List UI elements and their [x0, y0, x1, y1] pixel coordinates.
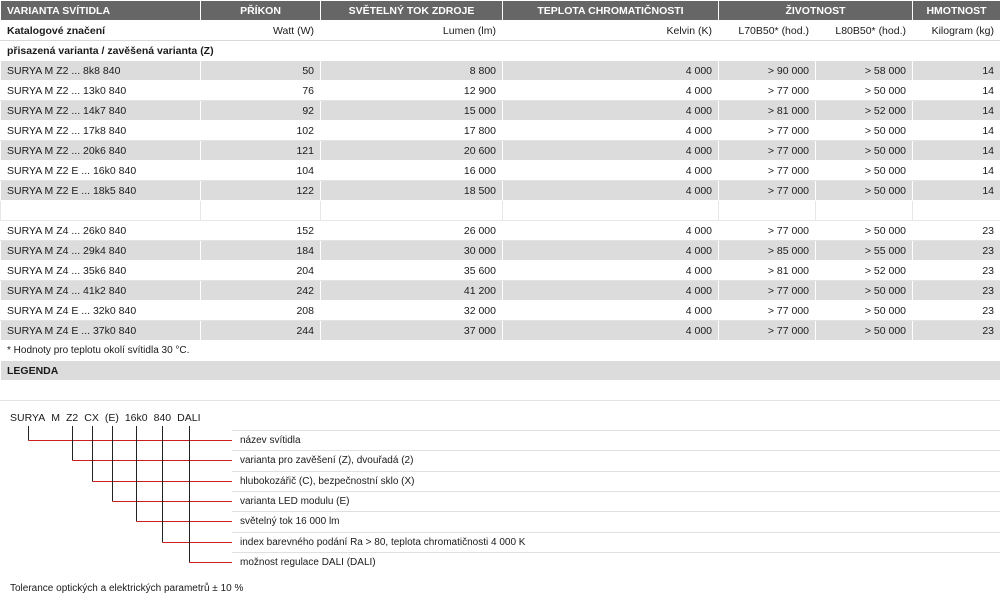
cell-name: SURYA M Z2 ... 20k6 840	[1, 141, 201, 161]
cell-weight: 14	[913, 161, 1000, 181]
table-row	[1, 81, 1000, 101]
table-row	[1, 141, 1000, 161]
cell-l80: > 55 000	[816, 241, 913, 261]
table-row	[1, 161, 1000, 181]
units-weight: Kilogram (kg)	[913, 21, 1000, 41]
cell-l80: > 50 000	[816, 281, 913, 301]
cell-cct: 4 000	[503, 261, 719, 281]
cell-l70: > 77 000	[719, 301, 816, 321]
cell-flux: 26 000	[321, 221, 503, 241]
legend-item	[232, 491, 1000, 511]
cell-flux: 15 000	[321, 101, 503, 121]
legend-item-label: možnost regulace DALI (DALI)	[240, 556, 376, 568]
legend-item-label: hlubokozářič (C), bezpečnostní sklo (X)	[240, 475, 415, 487]
cell-l80: > 50 000	[816, 301, 913, 321]
cell-cct: 4 000	[503, 81, 719, 101]
cell-flux: 37 000	[321, 321, 503, 341]
cell-flux: 30 000	[321, 241, 503, 261]
cell-l70: > 77 000	[719, 181, 816, 201]
units-l70: L70B50* (hod.)	[719, 21, 816, 41]
legend-item-label: varianta LED modulu (E)	[240, 495, 350, 507]
legend-code-part: (E)	[104, 412, 119, 424]
legend-title: LEGENDA	[1, 361, 1000, 381]
cell-cct: 4 000	[503, 101, 719, 121]
subtitle: přisazená varianta / zavěšená varianta (Z)	[1, 41, 503, 61]
legend-item-label: varianta pro zavěšení (Z), dvouřadá (2)	[240, 455, 414, 467]
cell-weight: 14	[913, 181, 1000, 201]
cell-l80: > 50 000	[816, 221, 913, 241]
cell-flux: 17 800	[321, 121, 503, 141]
cell-name: SURYA M Z4 ... 41k2 840	[1, 281, 201, 301]
cell-cct: 4 000	[503, 161, 719, 181]
cell-name: SURYA M Z2 ... 13k0 840	[1, 81, 201, 101]
cell-power: 121	[201, 141, 321, 161]
table-row	[1, 221, 1000, 241]
cell-l80: > 52 000	[816, 101, 913, 121]
cell-weight: 14	[913, 141, 1000, 161]
cell-l80: > 50 000	[816, 321, 913, 341]
legend-item-label: index barevného podání Ra > 80, teplota chromatičnosti 4 000 K	[240, 536, 526, 548]
cell-name: SURYA M Z4 ... 35k6 840	[1, 261, 201, 281]
legend-item	[232, 532, 1000, 552]
cell-l70: > 77 000	[719, 121, 816, 141]
cell-flux: 12 900	[321, 81, 503, 101]
tolerance-note: Tolerance optických a elektrických parametrů ± 10 %	[10, 583, 244, 594]
cell-power: 76	[201, 81, 321, 101]
cell-weight: 23	[913, 321, 1000, 341]
cell-power: 208	[201, 301, 321, 321]
cell-name: SURYA M Z4 E ... 37k0 840	[1, 321, 201, 341]
cell-weight: 14	[913, 101, 1000, 121]
cell-weight: 14	[913, 81, 1000, 101]
cell-l80: > 58 000	[816, 61, 913, 81]
cell-name: SURYA M Z2 ... 17k8 840	[1, 121, 201, 141]
legend-item-label: světelný tok 16 000 lm	[240, 516, 340, 528]
units-power: Watt (W)	[201, 21, 321, 41]
units-flux: Lumen (lm)	[321, 21, 503, 41]
footnote-row	[1, 341, 1000, 361]
legend-item	[232, 471, 1000, 491]
table-row	[1, 101, 1000, 121]
cell-name: SURYA M Z2 ... 8k8 840	[1, 61, 201, 81]
table-row	[1, 181, 1000, 201]
table-row	[1, 241, 1000, 261]
legend-code-part: SURYA	[10, 412, 46, 424]
cell-name: SURYA M Z4 ... 29k4 840	[1, 241, 201, 261]
header-variant: VARIANTA SVÍTIDLA	[1, 1, 201, 21]
cell-cct: 4 000	[503, 241, 719, 261]
cell-power: 122	[201, 181, 321, 201]
legend-code-part: M	[51, 412, 60, 424]
legend-code-part: 840	[153, 412, 172, 424]
blank-row	[1, 381, 1000, 401]
legend-code-part: DALI	[177, 412, 201, 424]
table-row	[1, 121, 1000, 141]
legend-code-part: CX	[84, 412, 99, 424]
cell-cct: 4 000	[503, 221, 719, 241]
table-row	[1, 61, 1000, 81]
legend	[0, 408, 1000, 573]
cell-l70: > 90 000	[719, 61, 816, 81]
cell-weight: 14	[913, 61, 1000, 81]
cell-flux: 16 000	[321, 161, 503, 181]
units-l80: L80B50* (hod.)	[816, 21, 913, 41]
cell-power: 244	[201, 321, 321, 341]
header-row	[1, 1, 1000, 21]
cell-weight: 14	[913, 121, 1000, 141]
cell-name: SURYA M Z2 E ... 18k5 840	[1, 181, 201, 201]
header-power: PŘÍKON	[201, 1, 321, 21]
legend-item	[232, 450, 1000, 470]
legend-item-label: název svítidla	[240, 435, 301, 446]
footnote: * Hodnoty pro teplotu okolí svítidla 30 °C.	[1, 341, 1000, 361]
cell-power: 50	[201, 61, 321, 81]
cell-cct: 4 000	[503, 281, 719, 301]
cell-cct: 4 000	[503, 121, 719, 141]
header-weight: HMOTNOST	[913, 1, 1000, 21]
cell-flux: 18 500	[321, 181, 503, 201]
cell-cct: 4 000	[503, 321, 719, 341]
cell-flux: 20 600	[321, 141, 503, 161]
legend-item	[232, 511, 1000, 531]
cell-cct: 4 000	[503, 181, 719, 201]
header-flux: SVĚTELNÝ TOK ZDROJE	[321, 1, 503, 21]
cell-power: 204	[201, 261, 321, 281]
z4-rows	[1, 221, 1000, 341]
cell-power: 184	[201, 241, 321, 261]
cell-l70: > 77 000	[719, 81, 816, 101]
cell-l80: > 50 000	[816, 161, 913, 181]
cell-flux: 8 800	[321, 61, 503, 81]
cell-power: 102	[201, 121, 321, 141]
units-row	[1, 21, 1000, 41]
legend-code-part: 16k0	[124, 412, 148, 424]
header-life: ŽIVOTNOST	[719, 1, 913, 21]
table-row	[1, 321, 1000, 341]
cell-name: SURYA M Z4 ... 26k0 840	[1, 221, 201, 241]
cell-l80: > 50 000	[816, 121, 913, 141]
subtitle-row	[1, 41, 1000, 61]
z2-rows	[1, 61, 1000, 201]
cell-l80: > 50 000	[816, 181, 913, 201]
cell-flux: 32 000	[321, 301, 503, 321]
cell-l70: > 77 000	[719, 141, 816, 161]
cell-l70: > 85 000	[719, 241, 816, 261]
cell-cct: 4 000	[503, 61, 719, 81]
cell-weight: 23	[913, 301, 1000, 321]
cell-name: SURYA M Z2 ... 14k7 840	[1, 101, 201, 121]
legend-connector-lines	[0, 408, 240, 573]
cell-power: 92	[201, 101, 321, 121]
units-cct: Kelvin (K)	[503, 21, 719, 41]
cell-l70: > 77 000	[719, 161, 816, 181]
cell-l80: > 50 000	[816, 81, 913, 101]
cell-weight: 23	[913, 221, 1000, 241]
cell-l70: > 77 000	[719, 221, 816, 241]
legend-item	[232, 430, 1000, 450]
spacer-row	[1, 201, 1000, 221]
cell-l80: > 52 000	[816, 261, 913, 281]
header-cct: TEPLOTA CHROMATIČNOSTI	[503, 1, 719, 21]
cell-power: 152	[201, 221, 321, 241]
cell-l70: > 77 000	[719, 321, 816, 341]
cell-weight: 23	[913, 281, 1000, 301]
cell-l70: > 77 000	[719, 281, 816, 301]
units-catalog: Katalogové značení	[1, 21, 201, 41]
legend-code-part: Z2	[65, 412, 79, 424]
cell-flux: 35 600	[321, 261, 503, 281]
cell-name: SURYA M Z4 E ... 32k0 840	[1, 301, 201, 321]
table-row	[1, 301, 1000, 321]
legend-title-row	[1, 361, 1000, 381]
table-row	[1, 261, 1000, 281]
table-row	[1, 281, 1000, 301]
cell-power: 242	[201, 281, 321, 301]
cell-name: SURYA M Z2 E ... 16k0 840	[1, 161, 201, 181]
cell-cct: 4 000	[503, 301, 719, 321]
cell-weight: 23	[913, 241, 1000, 261]
cell-cct: 4 000	[503, 141, 719, 161]
cell-power: 104	[201, 161, 321, 181]
legend-item	[232, 552, 1000, 572]
cell-weight: 23	[913, 261, 1000, 281]
cell-l70: > 81 000	[719, 261, 816, 281]
cell-l80: > 50 000	[816, 141, 913, 161]
cell-l70: > 81 000	[719, 101, 816, 121]
cell-flux: 41 200	[321, 281, 503, 301]
